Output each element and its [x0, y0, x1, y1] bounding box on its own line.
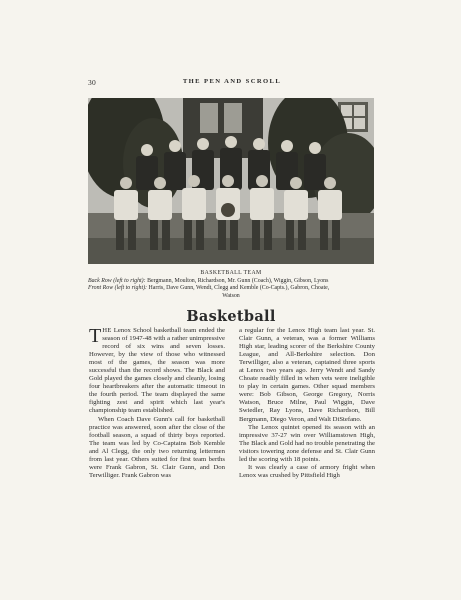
- caption-back-row-label: Back Row (left to right):: [88, 278, 146, 284]
- article-paragraph: The Lenox quintet opened its season with an impressive 37-27 win over Williamstown High, The Black and Gold had no trouble penetrating the visitors towering zone defense and St. Clair Gunn led the scoring with 18 points.: [239, 423, 375, 463]
- photo-caption-title: BASKETBALL TEAM: [200, 270, 262, 276]
- caption-front-row-names: Harris, Dave Gunn, Wendt, Clegg and Kemble (Co-Capts.), Gabron, Choate,: [148, 285, 330, 292]
- article-paragraph: [89, 327, 225, 416]
- caption-front-row: [88, 285, 374, 300]
- running-title: THE PEN AND SCROLL: [182, 78, 282, 85]
- team-photo-illustration: [88, 98, 374, 264]
- team-photo: [88, 98, 374, 264]
- article-lead-in: HE: [102, 327, 112, 334]
- section-heading: Basketball: [186, 308, 276, 325]
- article-text: Lenox School basketball team ended the season of 1947-48 with a rather unimpressive record of six wins and seven losses. However, by the view of those who witnessed most of the games, the season was more successful than the record shows. The Black and Gold played the games closely and cleanly, losing four heartbreakers after the automatic timeout in the fourth period. The team displayed the same fighting zest and spirit which last year's championship team established.: [89, 327, 225, 415]
- drop-cap: T: [89, 325, 102, 347]
- article-column-left: [89, 327, 225, 480]
- photo-caption: [88, 278, 374, 300]
- caption-back-row-names: Bergmann, Moulton, Richardson, Mr. Gunn (Coach), Wiggin, Gibson, Lyons: [147, 278, 329, 284]
- article-paragraph: When Coach Dave Gunn's call for basketball practice was answered, soon after the close of the football season, a squad of thirty boys reported. The team was led by Co-Captains Bob Kemble and Al Clegg, the only two returning lettermen from last year. Others suited for first team berths were Frank Gabron, St. Clair Gunn, and Don Terwilliger. Frank Gabron was: [89, 415, 225, 479]
- article-paragraph: a regular for the Lenox High team last year. St. Clair Gunn, a veteran, was a former Williams High star, leading scorer of the Berkshire County League, and All-Berkshire selection. Don Terwilliger, also a veteran, captained three sports at Lenox two years ago. Jerry Wendt and Sandy Choate readily filled in when vets were ineligible to play in certain games. Other squad members were: Bob Gibson, George Gregory, Norris Watson, Bruce Milne, Paul Wiggin, Dave Swiedler, Ray Lyons, Dave Richardson, Bill Bergmann, Diego Veron, and Walt DiStefano.: [239, 327, 375, 423]
- caption-front-row-label: Front Row (left to right):: [88, 285, 148, 292]
- article-paragraph: It was clearly a case of armory fright when Lenox was crushed by Pittsfield High: [239, 463, 375, 479]
- running-head: [88, 78, 376, 90]
- page-number: 30: [88, 78, 97, 87]
- article-column-right: [239, 327, 375, 480]
- caption-front-row-continued: Watson: [222, 292, 240, 299]
